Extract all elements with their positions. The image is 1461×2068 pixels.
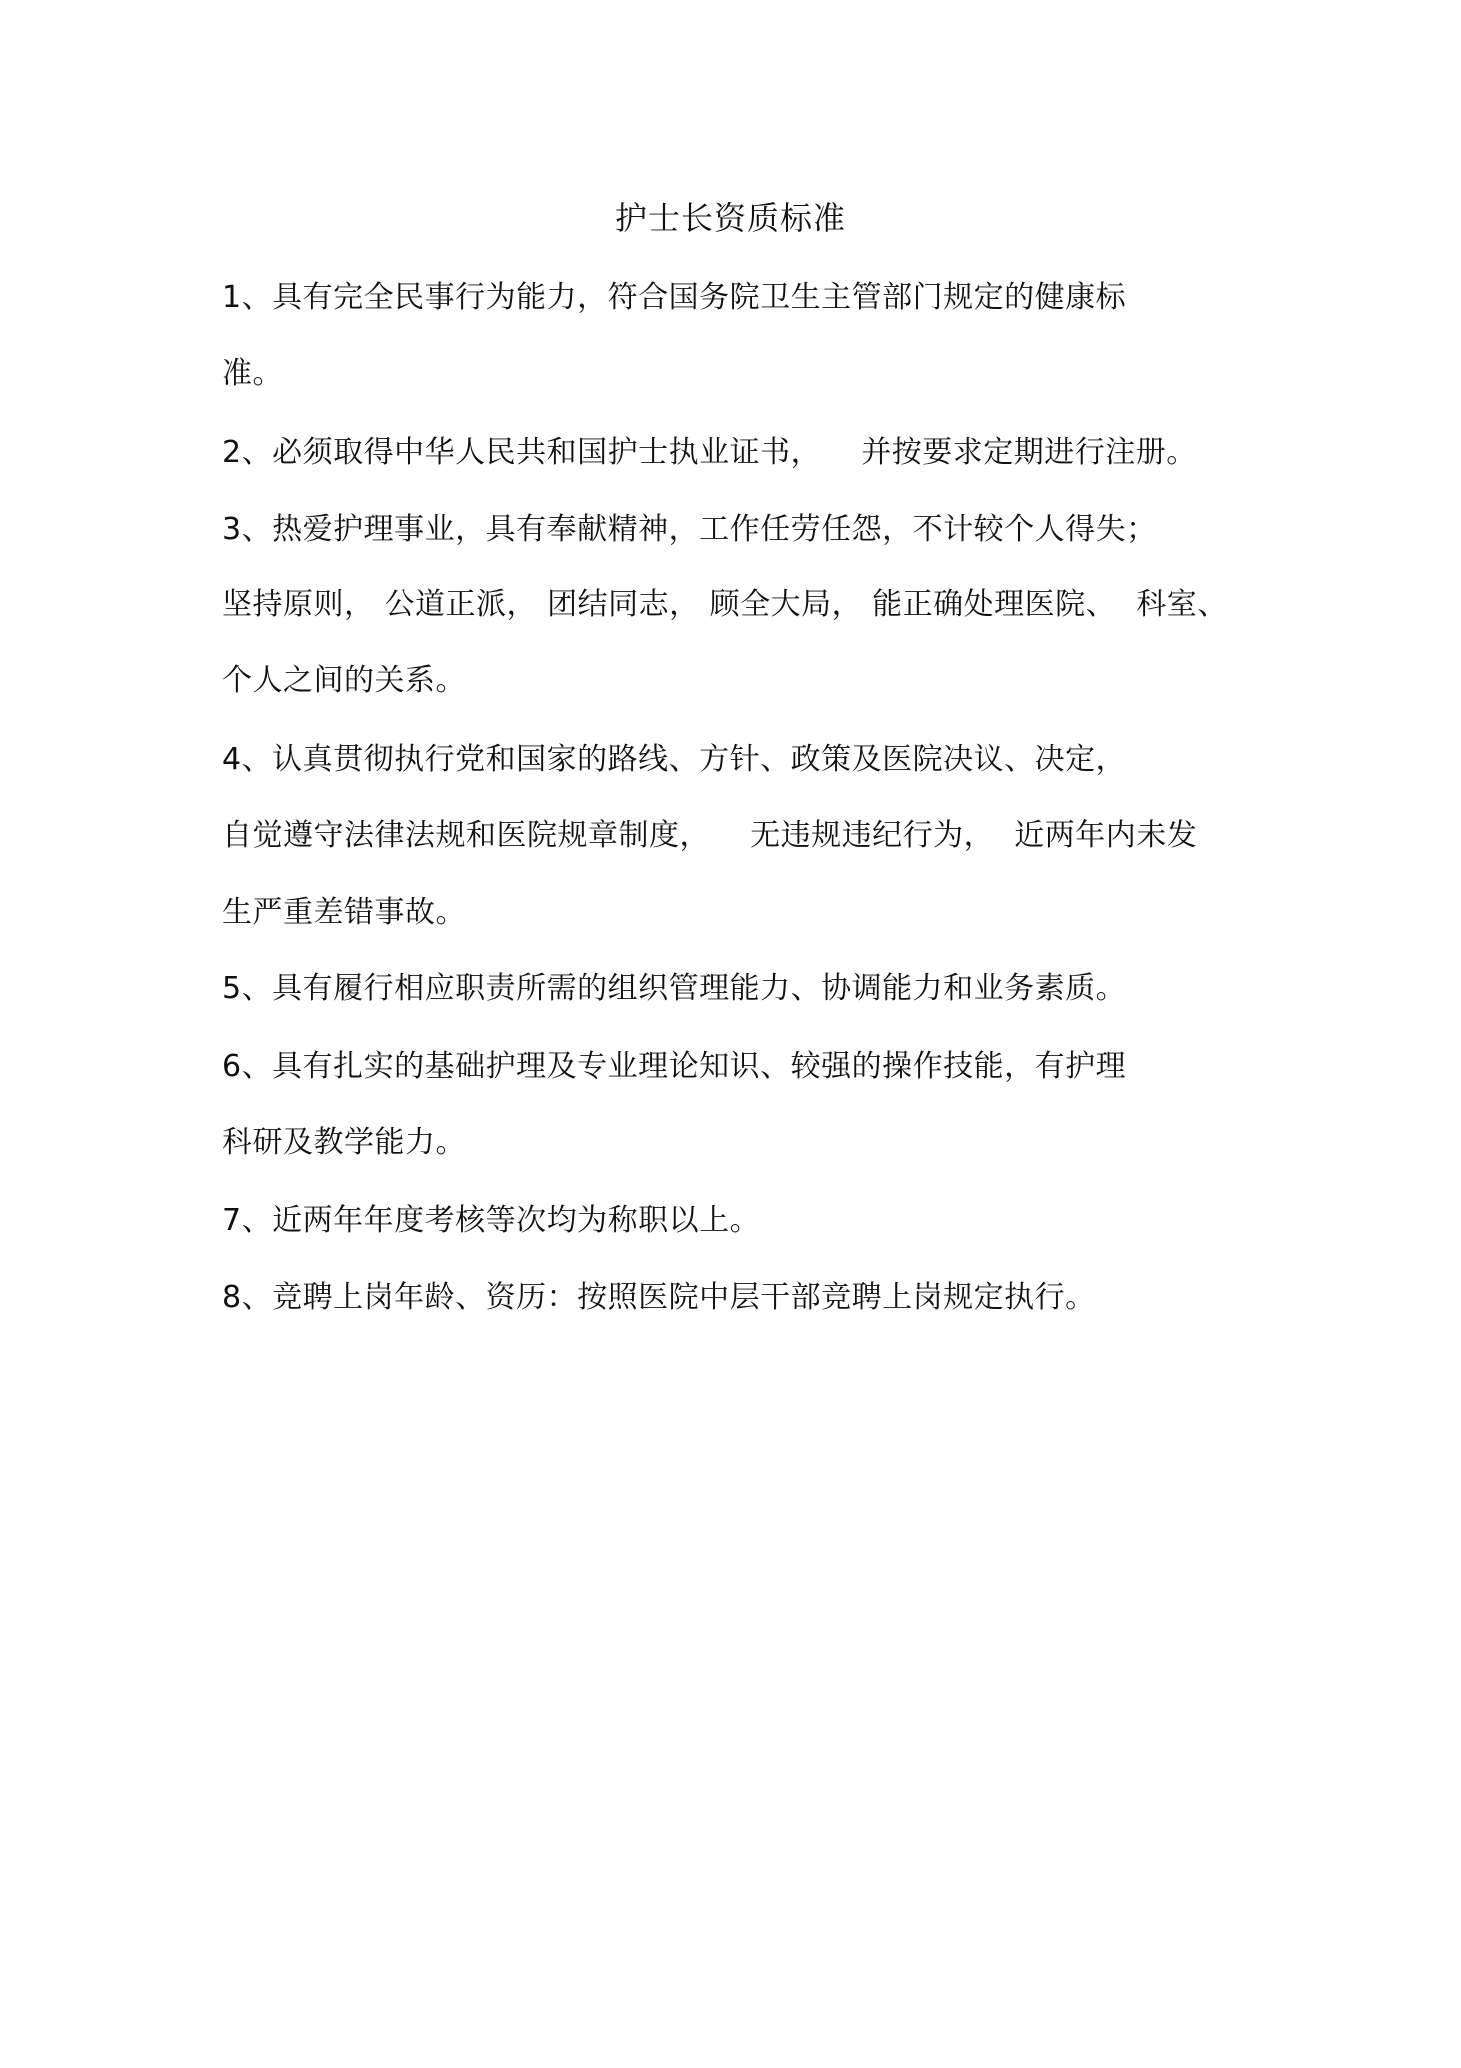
criterion-6-line-1: 6、具有扎实的基础护理及专业理论知识、较强的操作技能，有护理 [222, 1049, 1127, 1084]
criterion-6-line-2: 科研及教学能力。 [222, 1125, 466, 1160]
criterion-2-line-1: 2、必须取得中华人民共和国护士执业证书， 并按要求定期进行注册。 [222, 435, 1197, 470]
criterion-4-line-1: 4、认真贯彻执行党和国家的路线、方针、政策及医院决议、决定， [222, 742, 1127, 777]
document-title: 护士长资质标准 [614, 199, 846, 237]
criterion-5-line-1: 5、具有履行相应职责所需的组织管理能力、协调能力和业务素质。 [222, 971, 1127, 1006]
criterion-1-line-1: 1、具有完全民事行为能力，符合国务院卫生主管部门规定的健康标 [222, 280, 1127, 315]
criterion-3-line-2: 坚持原则， 公道正派， 团结同志， 顾全大局， 能正确处理医院、 科室、 [222, 587, 1228, 622]
criterion-8-line-1: 8、竞聘上岗年龄、资历：按照医院中层干部竞聘上岗规定执行。 [222, 1280, 1096, 1315]
criterion-4-line-2: 自觉遵守法律法规和医院规章制度， 无违规违纪行为， 近两年内未发 [222, 818, 1198, 853]
criterion-3-line-3: 个人之间的关系。 [222, 663, 466, 698]
criterion-7-line-1: 7、近两年年度考核等次均为称职以上。 [222, 1203, 761, 1238]
criterion-3-line-1: 3、热爱护理事业，具有奉献精神，工作任劳任怨，不计较个人得失； [222, 512, 1157, 547]
criterion-4-line-3: 生严重差错事故。 [222, 895, 466, 930]
criterion-1-line-2: 准。 [222, 356, 283, 391]
